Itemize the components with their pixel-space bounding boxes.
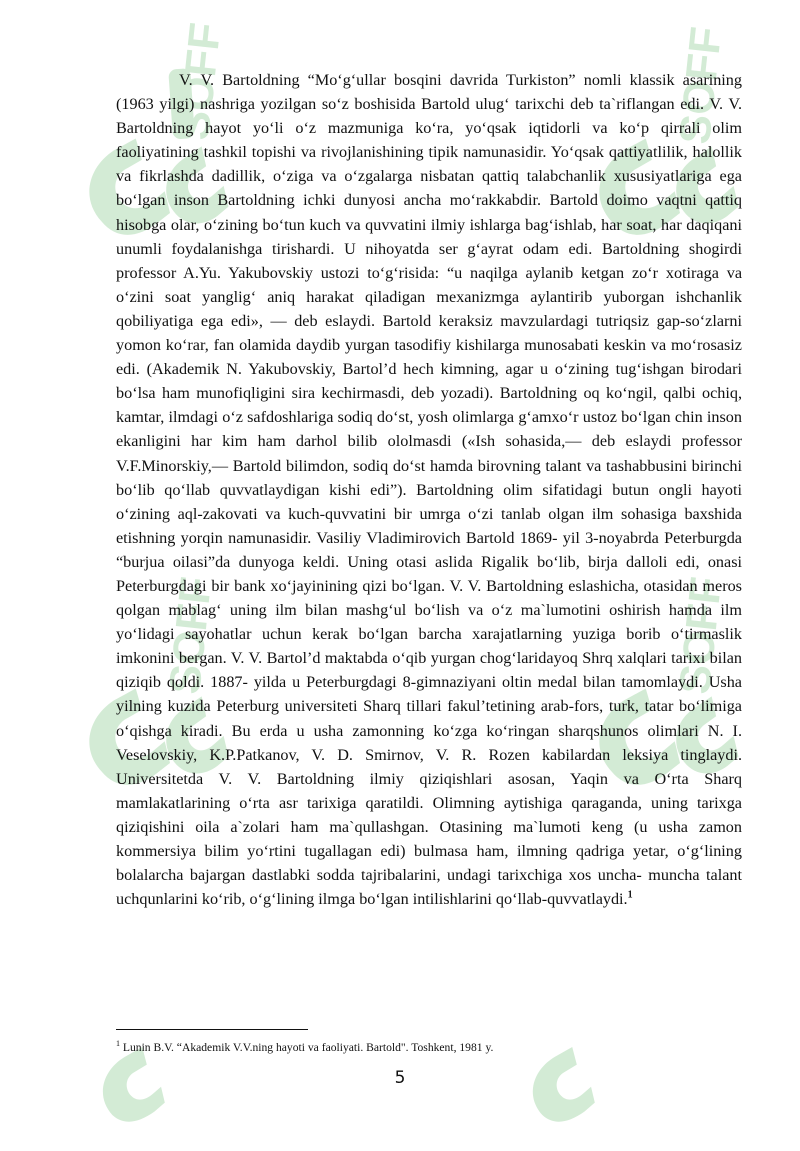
svg-text:SOFF: SOFF [169,20,231,143]
footnote-number: 1 [116,1039,120,1049]
footnote [116,1040,742,1055]
footnote-text: Lunin B.V. “Akademik V.V.ning hayoti va faoliyati. Bartold". Toshkent, 1981 y. [122,1041,494,1054]
svg-text:SOFF: SOFF [670,24,732,147]
page-number: 5 [394,1068,406,1088]
footnote-reference[interactable]: 1 [627,889,633,901]
footnote-separator [116,1029,308,1030]
svg-text:SOFF: SOFF [670,574,732,697]
svg-text:SOFF: SOFF [160,574,222,697]
main-paragraph [116,68,742,911]
paragraph-text: V. V. Bartoldning “Mo‘g‘ullar bosqini davrida Turkiston” nomli klassik asarining (1963 yilgi) nashriga yozilgan so‘z boshisida Bartold ulug‘ tarixchi deb ta`riflangan edi. V. V. Bartoldning hayot yo‘li o‘z mazmuniga ko‘ra, yo‘qsak iqtidorli va ko‘p qirrali olim faoliyatining tashkil topishi va rivojlanishining tipik namunasidir. Yo‘qsak qattiyatlilik, halollik va fikrlashda dadillik, o‘ziga va o‘zgalarga nisbatan qattiq talabchanlik xususiyatlariga ega bo‘lgan inson Bartoldning ichki dunyosi ancha mo‘rakkabdir. Bartold doimo vaqtni qattiq hisobga olar, o‘zining bo‘tun kuch va quvvatini ilmiy ishlarga bag‘ishlab, har soat, har daqiqani unumli foydalanishga tirishardi. U nihoyatda ser g‘ayrat odam edi. Bartoldning shogirdi professor A.Yu. Yakubovskiy ustozi to‘g‘risida: “u naqilga aylanib ketgan zo‘r xotiraga va o‘zini soat yanglig‘ aniq harakat qiladigan mexanizmga aylantirib yuborgan ishchanlik qobiliyatiga ega edi», — deb eslaydi. Bartold keraksiz mavzulardagi tutriqsiz gap-so‘zlarni yomon ko‘rar, fan olamida daydib yurgan tasodifiy kishilarga munosabati keskin va mo‘rosasiz edi. (Akademik N. Yakubovskiy, Bartol’d hech kimning, agar u o‘zining tug‘ishgan birodari bo‘lsa ham munofiqligini sira kechirmasdi, deb yozadi). Bartoldning oq ko‘ngil, qalbi ochiq, kamtar, ilmdagi o‘z safdoshlariga sodiq do‘st, yosh olimlarga g‘amxo‘r ustoz bo‘lgan chin inson ekanligini har kim ham darhol bilib ololmasdi («Ish sohasida,— deb eslaydi professor V.F.Minorskiy,— Bartold bilimdon, sodiq do‘st hamda birovning talant va tashabbusini birinchi bo‘lib qo‘llab quvvatlaydigan kishi edi”). Bartoldning olim sifatidagi butun ongli hayoti o‘zining aql-zakovati va kuch-quvvatini bir umrga o‘zi tanlab olgan ilm sohasiga baxshida etishning yorqin namunasidir. Vasiliy Vladimirovich Bartold 1869- yil 3-noyabrda Peterburgda “burjua oilasi”da dunyoga keldi. Uning otasi aslida Rigalik bo‘lib, birja dalloli edi, onasi Peterburgdagi bir bank xo‘jayinining qizi bo‘lgan. V. V. Bartoldning eslashicha, otasidan meros qolgan mablag‘ uning ilm bilan mashg‘ul bo‘lish va o‘z ma`lumotini oshirish hamda ilm yo‘lidagi sayohatlar uchun kerak bo‘lgan barcha xarajatlarning yuziga borib o‘tirmaslik imkonini bergan. V. V. Bartol’d maktabda o‘qib yurgan chog‘laridayoq Shrq xalqlari tarixi bilan qiziqib qoldi. 1887- yilda u Peterburgdagi 8-gimnaziyani oltin medal bilan tamomlaydi. Usha yilning kuzida Peterburg universiteti Sharq tillari fakul’tetining arab-fors, turk, tatar bo‘limiga o‘qishga kiradi. Bu erda u usha zamonning ko‘zga ko‘ringan sharqshunos olimlari N. I. Veselovskiy, K.P.Patkanov, V. D. Smirnov, V. R. Rozen kabilardan leksiya tinglaydi. Universitetda V. V. Bartoldning ilmiy qiziqishlari asosan, Yaqin va O‘rta Sharq mamlakatlarining o‘rta asr tarixiga qaratildi. Olimning aytishiga qaraganda, uning tarixga qiziqishini oila a`zolari ham ma`qullashgan. Otasining ma`lumoti keng (u usha zamon kommersiya bilim yo‘rtini tugallagan edi) bulmasa ham, ilmning qadriga yetar, o‘g‘lining bolalarcha bajargan dastlabki sodda tajribalarini, undagi tarixchiga xos uncha- muncha talant uchqunlarini ko‘rib, o‘g‘lining ilmga bo‘lgan intilishlarini qo‘llab-quvvatlaydi. [116,71,742,909]
